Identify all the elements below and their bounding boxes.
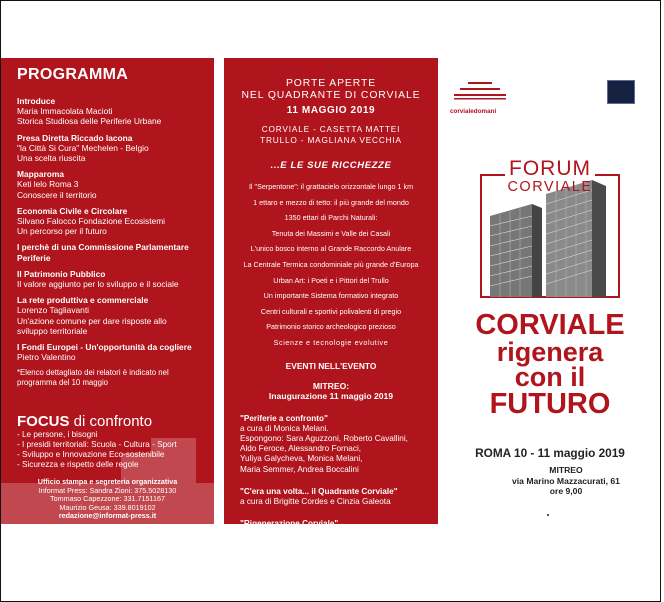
- headline: CORVIALE rigenera con il FUTURO: [475, 309, 625, 420]
- program-item-heading: La rete produttiva e commerciale: [17, 295, 149, 306]
- press-contact: Informat Press: Sandra Zioni: 375.5028130: [38, 485, 177, 495]
- program-item: [17, 206, 214, 237]
- feature-line: Scienze e tecnologie evolutive: [273, 337, 389, 347]
- forum-name: CORVIALE: [507, 179, 593, 195]
- press-contact: Maurizio Geusa: 339.8019102: [59, 502, 156, 512]
- feature-line: L'unico bosco interno al Grande Raccordo Anulare: [250, 244, 412, 254]
- feature-line: La Centrale Termica condominiale più grande d'Europa: [243, 259, 419, 269]
- program-item: [17, 269, 214, 289]
- event-title: "Rigenerazione Corviale": [240, 519, 339, 529]
- program-item-heading: Presa Diretta Riccado Iacona: [17, 132, 133, 143]
- event-line: progetti di Laura Peretti e Guendalina Salimei: [240, 529, 406, 539]
- press-office: [1, 478, 214, 521]
- program-item-line: Keti lelo Roma 3: [17, 179, 79, 190]
- cover-panel: [440, 58, 660, 524]
- open-doors-date: 11 MAGGIO 2019: [286, 105, 376, 116]
- riches-title: ...E LE SUE RICCHEZZE: [270, 160, 392, 171]
- focus-item: - Sicurezza e rispetto delle regole: [17, 460, 139, 469]
- program-item-line: Il valore aggiunto per lo sviluppo e il sociale: [17, 279, 179, 290]
- program-item-line: Lorenzo Tagliavanti: [17, 305, 90, 316]
- focus-item: - I presidi territoriali: Scuola - Cultura - Sport: [17, 440, 177, 449]
- event-line: Maria Semmer, Andrea Boccalini: [240, 464, 359, 474]
- feature-line: Centri culturali e sportivi polivalenti di pregio: [260, 306, 402, 316]
- focus-section: [17, 414, 212, 470]
- events-list: [224, 414, 438, 540]
- press-office-title: Ufficio stampa e segreteria organizzativa: [37, 477, 178, 486]
- program-title: PROGRAMMA: [17, 66, 129, 83]
- building-logo-icon: [450, 80, 510, 102]
- program-item: [17, 342, 214, 362]
- feature-line: 1 ettaro e mezzo di tetto: il più grande del mondo: [253, 197, 409, 207]
- event-block: [224, 487, 438, 507]
- event-dates: ROMA 10 - 11 maggio 2019: [475, 446, 625, 460]
- event-title: "Periferie a confronto": [240, 413, 328, 423]
- corvialedomani-logo-text: corvialedomani: [450, 108, 497, 115]
- program-item-heading: Mapparoma: [17, 169, 65, 180]
- program-item-heading: Introduce: [17, 96, 56, 106]
- forum-corviale-title: [480, 158, 620, 195]
- mitreo-heading: MITREO: Inaugurazione 11 maggio 2019: [268, 380, 394, 402]
- press-email-link[interactable]: redazione@informat-press.it: [58, 511, 157, 520]
- program-item-line: "la Città Si Cura" Mechelen - Belgio: [17, 142, 149, 153]
- program-item: [17, 96, 214, 127]
- program-item-heading: I Fondi Europei - Un'opportunità da cogliere: [17, 342, 192, 353]
- focus-item: - Sviluppo e Innovazione Eco-sostenibile: [17, 450, 165, 459]
- event-line: Espongono: Sara Aguzzoni, Roberto Cavallini,: [240, 433, 408, 443]
- feature-line: Urban Art: i Poeti e i Pittori del Trullo: [273, 275, 389, 285]
- focus-title: FOCUS di confronto: [17, 413, 153, 430]
- decorative-dot: [547, 514, 549, 516]
- event-block: [224, 414, 438, 475]
- municipality-emblem-icon: [607, 80, 635, 104]
- event-line: a cura di Monica Melani.: [240, 423, 329, 433]
- event-title: "C'era una volta... il Quadrante Corviale": [240, 486, 398, 496]
- focus-item: - Le persone, i bisogni: [17, 430, 98, 439]
- features-list: [224, 179, 438, 351]
- event-venue: MITREO via Marino Mazzacurati, 61 ore 9,00: [512, 465, 620, 497]
- feature-line: Patrimonio storico archeologico prezioso: [266, 322, 396, 332]
- program-item-line: Silvano Falocco Fondazione Ecosistemi: [17, 216, 166, 227]
- program-item-line: Periferie: [17, 252, 51, 263]
- municipality-logo: [600, 80, 642, 104]
- program-item-line: Storica Studiosa delle Periferie Urbane: [17, 116, 162, 127]
- program-item-line: sviluppo territoriale: [17, 325, 88, 336]
- feature-line: Un importante Sistema formativo integrato: [263, 291, 399, 301]
- feature-line: Il "Serpentone": il grattacielo orizzontale lungo 1 km: [248, 182, 414, 191]
- program-item-heading: Economia Civile e Circolare: [17, 205, 128, 216]
- feature-line: Tenuta dei Massimi e Valle dei Casali: [271, 228, 391, 238]
- event-line: Yuliya Galycheva, Monica Melani,: [240, 454, 363, 464]
- program-item-line: Maria Immacolata Macioti: [17, 106, 113, 117]
- forum-word: FORUM: [505, 158, 595, 180]
- events-title: EVENTI NELL'EVENTO: [285, 360, 377, 371]
- open-doors-header: PORTE APERTE NEL QUADRANTE DI CORVIALE: [241, 78, 421, 101]
- program-panel: [1, 58, 214, 524]
- program-item-line: Una scelta riuscita: [17, 153, 86, 164]
- program-item: [17, 169, 214, 200]
- program-item: [17, 133, 214, 164]
- program-item-line: Conoscere il territorio: [17, 189, 97, 200]
- event-block: [224, 519, 438, 539]
- program-item-line: Un'azione comune per dare risposte allo: [17, 315, 167, 326]
- event-line: Aldo Feroce, Alessandro Fornaci,: [240, 444, 362, 454]
- program-item: [17, 295, 214, 336]
- feature-line: 1350 ettari di Parchi Naturali:: [284, 213, 378, 223]
- program-item-heading: I perchè di una Commissione Parlamentare: [17, 242, 189, 253]
- open-doors-panel: [224, 58, 438, 539]
- program-list: [17, 96, 214, 362]
- corvialedomani-logo: [450, 80, 522, 115]
- program-note: *Elenco dettagliato dei relatori è indicato nel programma del 10 maggio: [17, 368, 169, 387]
- event-line: a cura di Brigitte Cordes e Cinzia Galeota: [240, 496, 391, 506]
- program-item: [17, 242, 214, 262]
- places-list: CORVIALE - CASETTA MATTEI TRULLO - MAGLIANA VECCHIA: [260, 124, 402, 145]
- program-item-heading: Il Patrimonio Pubblico: [17, 268, 106, 279]
- program-item-line: Un percorso per il futuro: [17, 226, 107, 237]
- press-contact: Tommaso Capezzone: 331.7151167: [50, 494, 165, 503]
- program-item-line: Pietro Valentino: [17, 352, 76, 363]
